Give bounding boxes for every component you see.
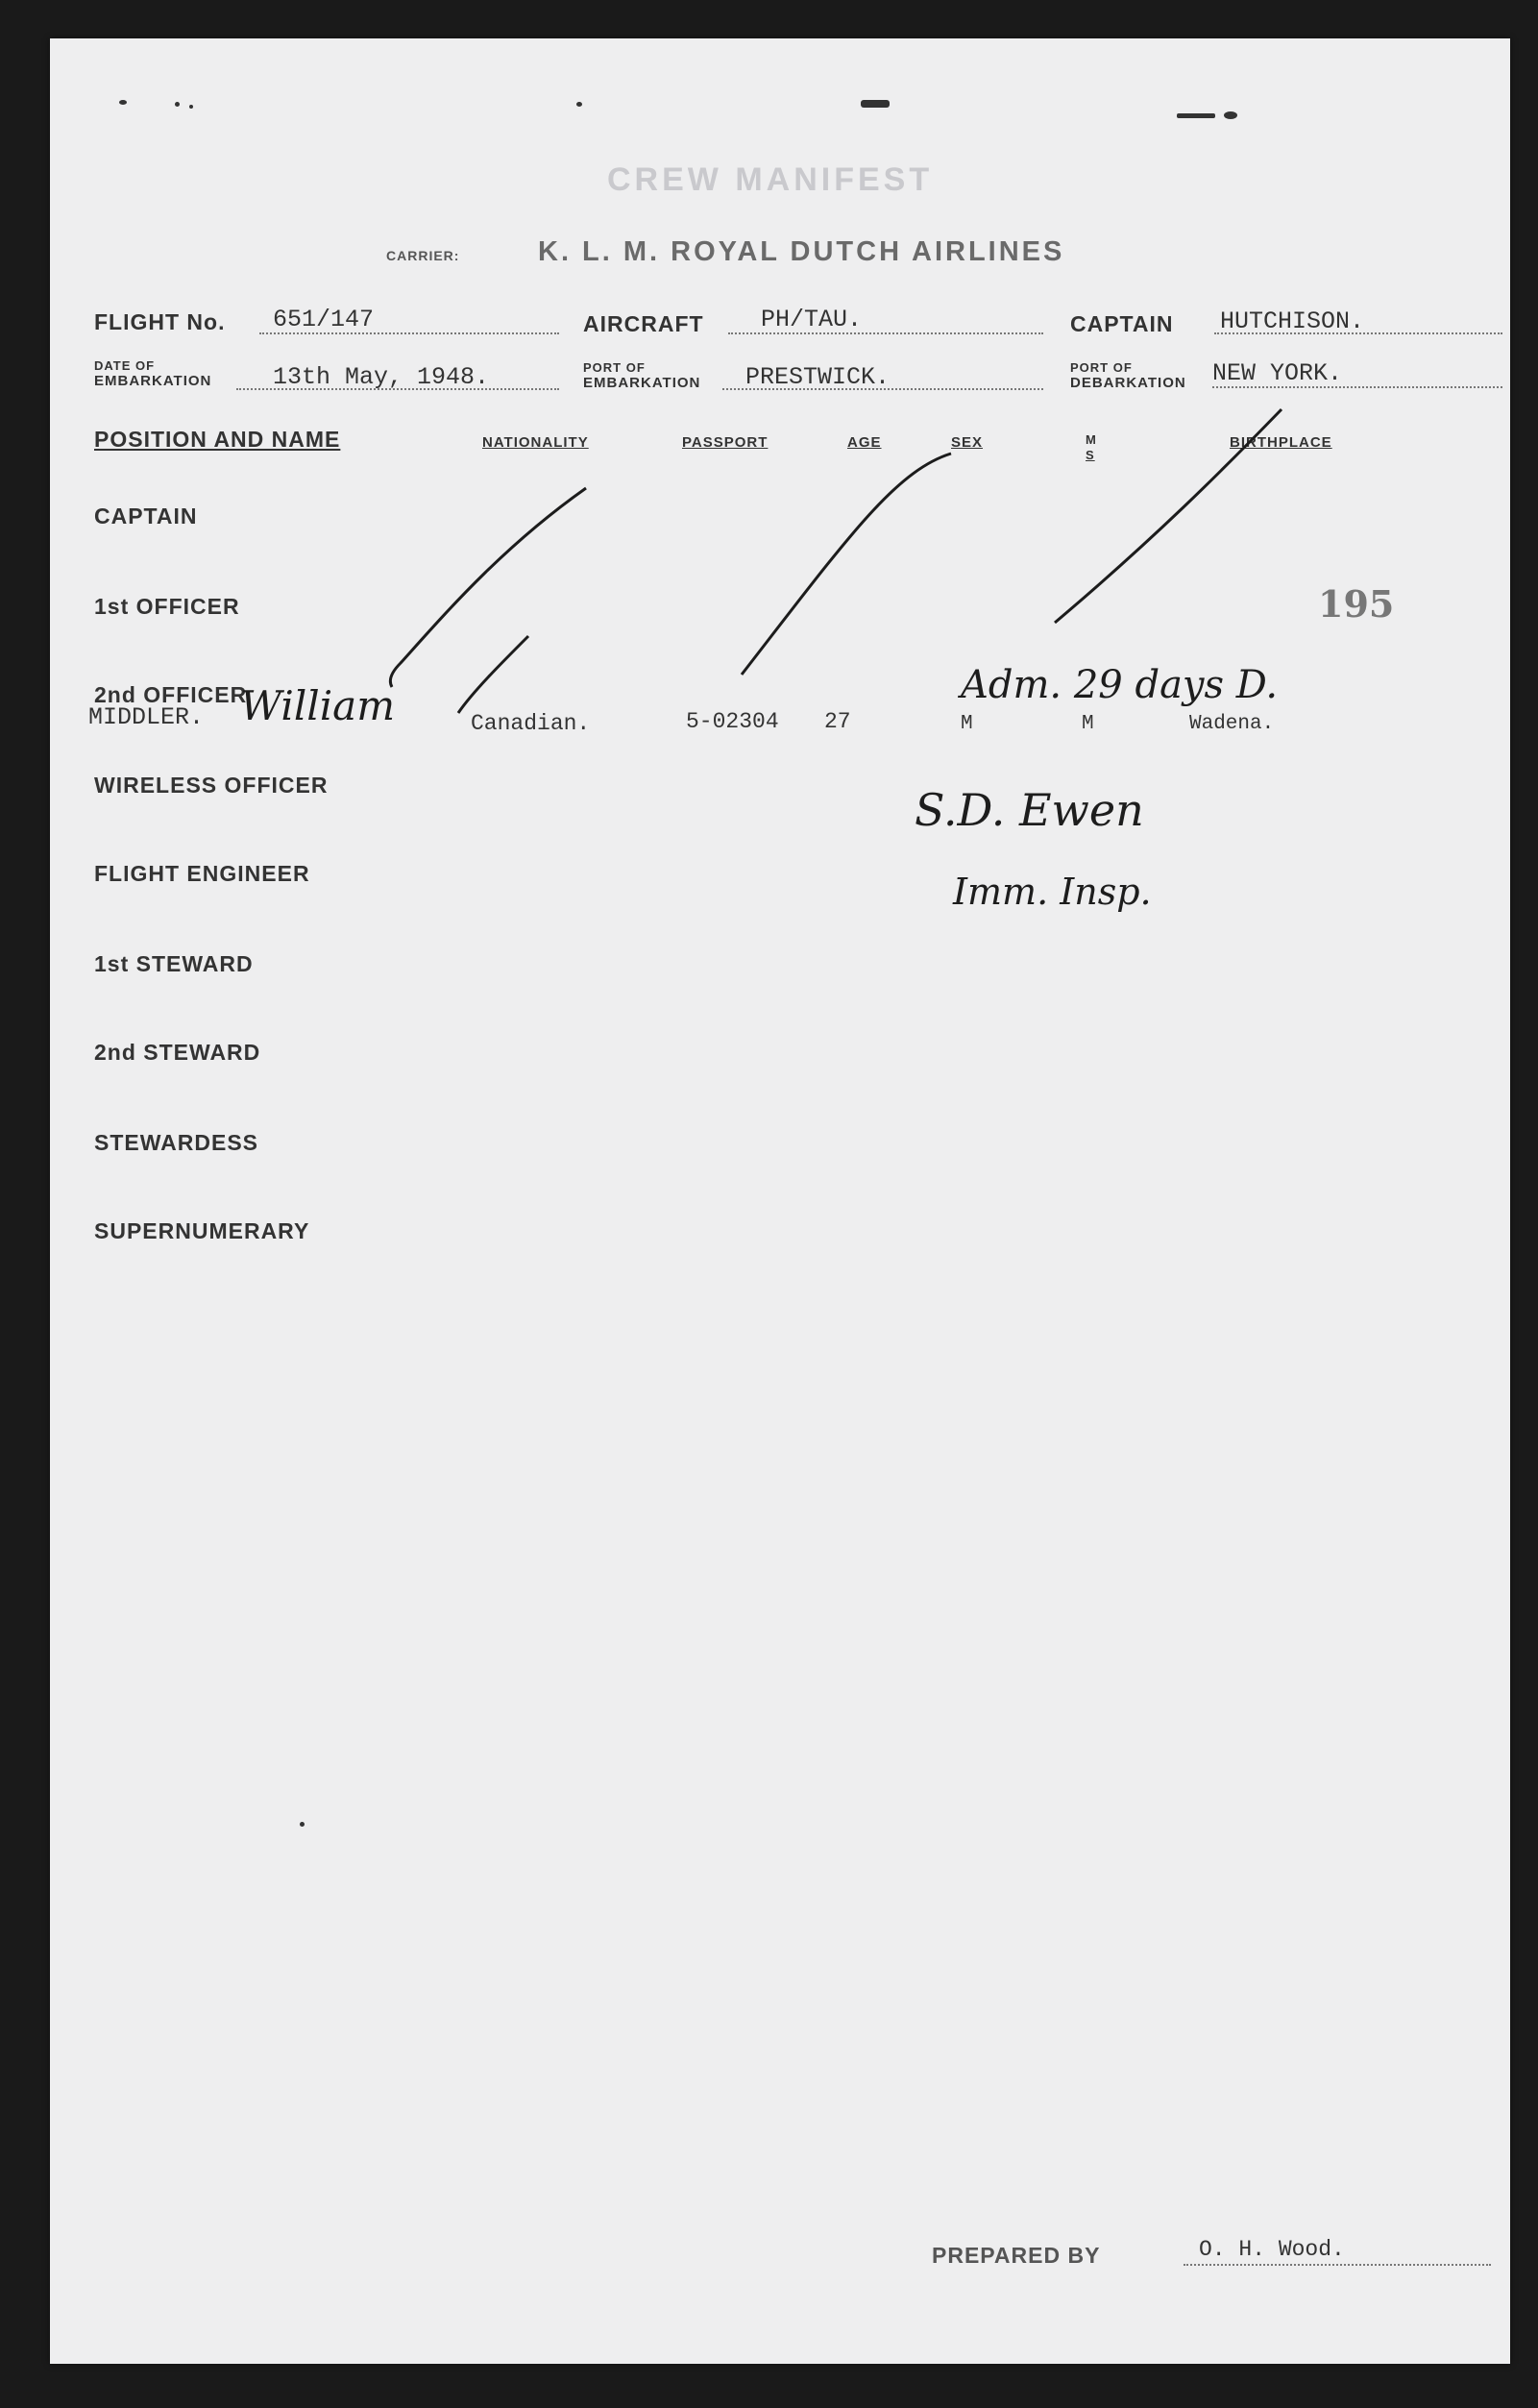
position-1st-officer: 1st OFFICER (94, 594, 240, 619)
inspector-title: Imm. Insp. (953, 871, 1152, 913)
entry-given-name: William (240, 682, 396, 729)
col-age: AGE (847, 434, 882, 451)
entry-age: 27 (824, 709, 851, 734)
captain-value: HUTCHISON. (1220, 307, 1365, 335)
position-captain: CAPTAIN (94, 504, 198, 528)
port-emb-label-2: EMBARKATION (583, 375, 701, 391)
ditto-stroke (390, 488, 586, 687)
flight-no-label: FLIGHT No. (94, 309, 226, 334)
col-sex: SEX (951, 434, 984, 451)
port-emb-label-1: PORT OF (583, 360, 646, 375)
aircraft-label: AIRCRAFT (583, 311, 704, 336)
position-1st-steward: 1st STEWARD (94, 951, 254, 976)
carrier-value: K. L. M. ROYAL DUTCH AIRLINES (538, 236, 1065, 267)
col-marital-s: S (1086, 448, 1095, 462)
ditto-stroke (458, 636, 528, 713)
inspector-signature: S.D. Ewen (915, 784, 1144, 836)
col-nationality: NATIONALITY (482, 434, 589, 451)
faint-title: CREW MANIFEST (607, 161, 934, 198)
ditto-stroke (742, 454, 951, 675)
port-deb-label-2: DEBARKATION (1070, 375, 1186, 391)
date-label-2: EMBARKATION (94, 373, 212, 389)
handwritten-admission-note: Adm. 29 days D. (961, 663, 1279, 707)
col-birthplace: BIRTHPLACE (1230, 434, 1332, 451)
col-position-name: POSITION AND NAME (94, 427, 341, 452)
ditto-stroke (1055, 409, 1282, 623)
manifest-page (50, 38, 1510, 2364)
prepared-by-label: PREPARED BY (932, 2243, 1101, 2268)
port-emb-value: PRESTWICK. (745, 363, 891, 391)
captain-label: CAPTAIN (1070, 311, 1174, 336)
entry-birthplace: Wadena. (1189, 713, 1275, 735)
flight-no-value: 651/147 (273, 306, 375, 333)
port-deb-value: NEW YORK. (1212, 359, 1343, 387)
entry-sex: M (961, 713, 973, 735)
date-label-1: DATE OF (94, 358, 156, 373)
port-deb-label-1: PORT OF (1070, 360, 1133, 375)
stamp-number: 195 (1318, 582, 1395, 626)
entry-marital: M (1082, 713, 1094, 735)
carrier-label: CARRIER: (386, 248, 460, 263)
entry-surname: MIDDLER. (88, 703, 205, 731)
entry-nationality: Canadian. (471, 711, 591, 736)
date-value: 13th May, 1948. (273, 363, 490, 391)
position-wireless-officer: WIRELESS OFFICER (94, 773, 329, 798)
pen-strokes (50, 38, 1510, 2364)
position-flight-engineer: FLIGHT ENGINEER (94, 861, 310, 886)
position-supernumerary: SUPERNUMERARY (94, 1218, 310, 1243)
aircraft-value: PH/TAU. (761, 306, 863, 333)
position-2nd-officer: 2nd OFFICER (94, 682, 248, 707)
position-stewardess: STEWARDESS (94, 1130, 259, 1155)
entry-passport: 5-02304 (686, 709, 779, 734)
position-2nd-steward: 2nd STEWARD (94, 1040, 261, 1065)
col-passport: PASSPORT (682, 434, 769, 451)
dotted-rule (1184, 2264, 1491, 2266)
prepared-by-value: O. H. Wood. (1199, 2237, 1345, 2262)
col-marital-m: M (1086, 432, 1097, 447)
